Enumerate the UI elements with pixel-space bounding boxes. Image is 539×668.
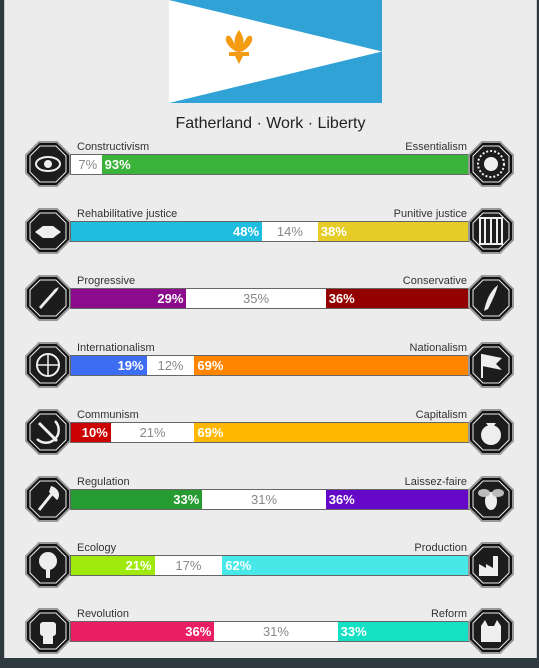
prison-bars-icon	[468, 208, 514, 254]
cat-icon	[468, 608, 514, 654]
right-segment: 62%	[222, 556, 469, 575]
center-segment: 31%	[202, 490, 325, 509]
axis-row	[5, 476, 536, 536]
axis-bar	[70, 154, 470, 175]
axis-row	[5, 141, 536, 201]
center-segment: 31%	[214, 622, 337, 641]
money-bag-icon	[468, 409, 514, 455]
axis-bar	[70, 422, 470, 443]
quill-icon	[468, 275, 514, 321]
axis-bar	[70, 221, 470, 242]
right-segment: 33%	[338, 622, 469, 641]
axis-bar	[70, 621, 470, 642]
axis-right-label: Production	[414, 542, 467, 554]
flag-icon	[468, 342, 514, 388]
center-segment: 17%	[155, 556, 223, 575]
axis-right-label: Reform	[430, 608, 467, 620]
axis-right-label: Laissez-faire	[404, 476, 467, 488]
results-panel	[4, 0, 537, 658]
axis-right-label: Essentialism	[405, 141, 467, 153]
axis-bar	[70, 555, 470, 576]
axis-left-label: Progressive	[77, 275, 136, 287]
right-segment: 69%	[194, 356, 469, 375]
globe-icon	[25, 342, 71, 388]
axis-right-label: Punitive justice	[393, 208, 467, 220]
axe-icon	[25, 476, 71, 522]
axis-left-label: Communism	[77, 409, 139, 421]
hammer-sickle-icon	[25, 409, 71, 455]
axis-left-label: Constructivism	[77, 141, 150, 153]
center-segment: 21%	[111, 423, 195, 442]
axis-bar	[70, 288, 470, 309]
axis-left-label: Regulation	[77, 476, 130, 488]
left-segment: 10%	[71, 423, 111, 442]
axis-right-label: Capitalism	[415, 409, 467, 421]
axis-left-label: Internationalism	[77, 342, 155, 354]
center-segment: 7%	[74, 155, 102, 174]
fist-icon	[25, 608, 71, 654]
left-segment: 33%	[71, 490, 202, 509]
flag-image	[169, 0, 382, 103]
axis-row	[5, 342, 536, 402]
center-segment: 12%	[147, 356, 195, 375]
center-segment: 35%	[186, 289, 325, 308]
left-segment: 29%	[71, 289, 186, 308]
axis-row	[5, 275, 536, 335]
axis-row	[5, 608, 536, 668]
motto: Fatherland · Work · Liberty	[175, 115, 366, 132]
right-segment: 93%	[102, 155, 469, 174]
axis-right-label: Conservative	[402, 275, 467, 287]
axis-row	[5, 208, 536, 268]
sun-icon	[468, 141, 514, 187]
left-segment: 48%	[71, 222, 262, 241]
factory-icon	[468, 542, 514, 588]
left-segment: 36%	[71, 622, 214, 641]
axis-right-label: Nationalism	[409, 342, 467, 354]
right-segment: 38%	[318, 222, 469, 241]
axis-left-label: Rehabilitative justice	[77, 208, 178, 220]
axis-bar	[70, 355, 470, 376]
axis-left-label: Ecology	[77, 542, 117, 554]
rocket-icon	[25, 275, 71, 321]
axis-row	[5, 542, 536, 602]
eye-icon	[25, 141, 71, 187]
axis-bar	[70, 489, 470, 510]
tree-icon	[25, 542, 71, 588]
right-segment: 69%	[194, 423, 469, 442]
left-segment: 19%	[71, 356, 147, 375]
axis-left-label: Revolution	[77, 608, 129, 620]
handshake-icon	[25, 208, 71, 254]
left-segment: 21%	[71, 556, 155, 575]
bee-icon	[468, 476, 514, 522]
center-segment: 14%	[262, 222, 318, 241]
right-segment: 36%	[326, 289, 469, 308]
right-segment: 36%	[326, 490, 469, 509]
axis-row	[5, 409, 536, 469]
